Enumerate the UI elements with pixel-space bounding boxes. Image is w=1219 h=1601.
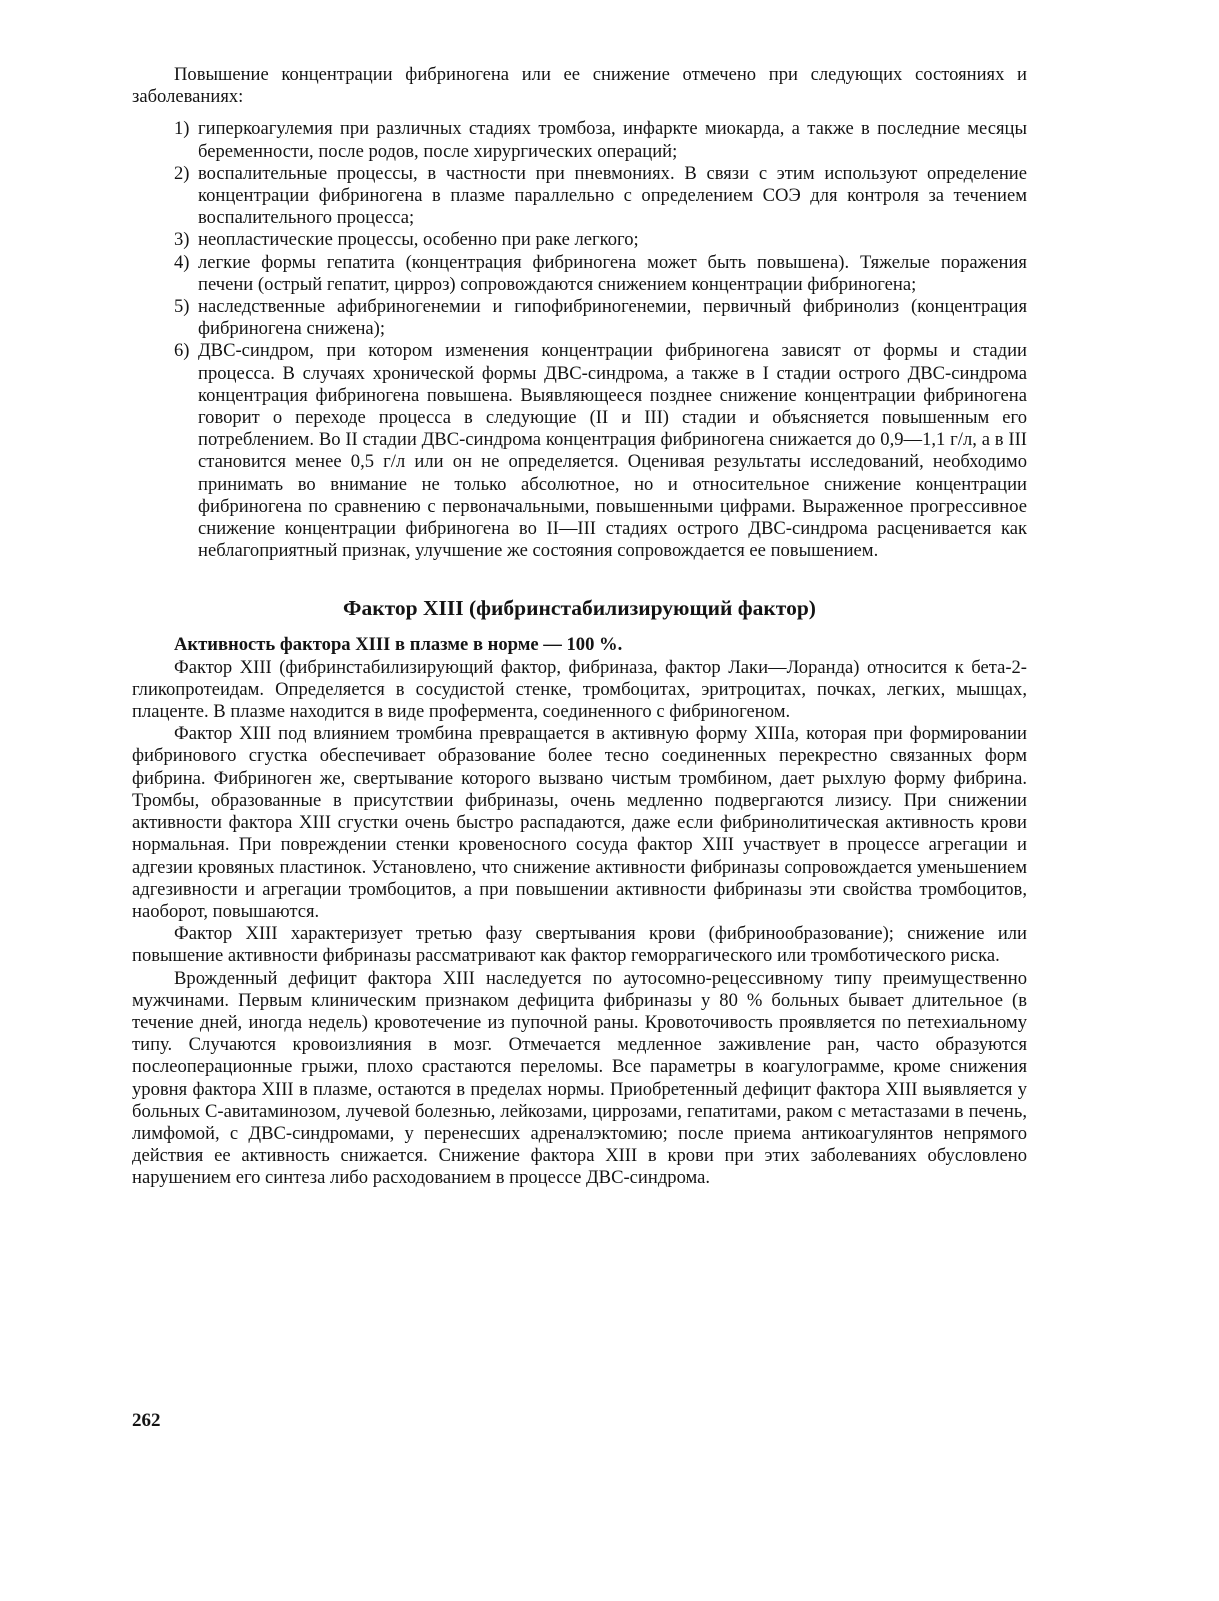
list-item-text: наследственные афибриногенемии и гипофибриногенемии, первичный фибринолиз (концентрация фибриногена снижена); [198,296,1027,340]
list-item-number: 3) [174,229,190,251]
page-number: 262 [132,1410,161,1431]
list-item-text: легкие формы гепатита (концентрация фибриногена может быть повышена). Тяжелые поражения печени (острый гепатит, цирроз) сопровождаются снижением концентрации фибриногена; [198,251,1027,295]
list-item [174,163,1027,230]
list-item-text: неопластические процессы, особенно при раке легкого; [198,229,639,251]
list-item [174,252,1027,296]
body-paragraph: Врожденный дефицит фактора XIII наследуется по аутосомно-рецессивному типу преимущественно мужчинами. Первым клиническим признаком дефицита фибриназы у 80 % больных бывает длительное (в течение дней, иногда недель) кровотечение из пупочной раны. Кровоточивость проявляется по петехиальному типу. Случаются кровоизлияния в мозг. Отмечается медленное заживление ран, часто образуются послеоперационные грыжи, плохо срастаются переломы. Все параметры в коагулограмме, кроме снижения уровня фактора XIII в плазме, остаются в пределах нормы. Приобретенный дефицит фактора XIII выявляется у больных С-авитаминозом, лучевой болезнью, лейкозами, циррозами, гепатитами, раком с метастазами в печень, лимфомой, с ДВС-синдромами, у перенесших адреналэктомию; после приема антикоагулянтов непрямого действия ее активность снижается. Снижение фактора XIII в крови при этих заболеваниях обусловлено нарушением его синтеза либо расходованием в процессе ДВС-синдрома. [132,967,1027,1189]
list-item [174,340,1027,562]
body-paragraph: Фактор XIII под влиянием тромбина превращается в активную форму XIIIa, которая при формировании фибринового сгустка обеспечивает образование более тесно соединенных перекрестно связанных форм фибрина. Фибриноген же, свертывание которого вызвано чистым тромбином, дает рыхлую форму фибрина. Тромбы, образованные в присутствии фибриназы, очень медленно подвергаются лизису. При снижении активности фактора XIII сгустки очень быстро распадаются, даже если фибринолитическая активность крови нормальная. При повреждении стенки кровеносного сосуда фактор XIII участвует в процессе агрегации и адгезии кровяных пластинок. Установлено, что снижение активности фибриназы сопровождается уменьшением адгезивности и агрегации тромбоцитов, а при повышении активности фибриназы эти свойства тромбоцитов, наоборот, повышаются. [132,723,1027,922]
list-item-number: 2) [174,162,190,184]
list-item-text: ДВС-синдром, при котором изменения концентрации фибриногена зависят от формы и стадии процесса. В случаях хронической формы ДВС-синдрома, а также в I стадии острого ДВС-синдрома концентрация фибриногена повышена. Выявляющееся позднее снижение концентрации фибриногена говорит о переходе процесса в следующие (II и III) стадии и объясняется повышенным его потреблением. Во II стадии ДВС-синдрома концентрация фибриногена снижается до 0,9—1,1 г/л, а в III становится менее 0,5 г/л или он не определяется. Оценивая результаты исследований, необходимо принимать во внимание не только абсолютное, но и относительное снижение концентрации фибриногена по сравнению с первоначальными, повышенными цифрами. Выраженное прогрессивное снижение концентрации фибриногена во II—III стадиях острого ДВС-синдрома расценивается как неблагоприятный признак, улучшение же состояния сопровождается ее повышением. [198,340,1027,562]
norm-line: Активность фактора XIII в плазме в норме — 100 %. [174,634,623,656]
list-item-text: гиперкоагулемия при различных стадиях тромбоза, инфаркте миокарда, а также в последние месяцы беременности, после родов, после хирургических операций; [198,118,1027,162]
list-item-number: 1) [174,118,190,140]
list-item [174,229,1027,251]
list-item-text: воспалительные процессы, в частности при пневмониях. В связи с этим используют определение концентрации фибриногена в плазме параллельно с определением СОЭ для контроля за течением воспалительного процесса; [198,162,1027,229]
body-paragraph: Фактор XIII характеризует третью фазу свертывания крови (фибринообразование); снижение или повышение активности фибриназы рассматривают как фактор геморрагического или тромботического риска. [132,923,1027,967]
list-item [174,118,1027,162]
list-item-number: 5) [174,296,190,318]
section-heading: Фактор XIII (фибринстабилизирующий фактор) [343,596,816,621]
list-item [174,296,1027,340]
conditions-list [132,118,1027,562]
body-paragraph: Фактор XIII (фибринстабилизирующий фактор, фибриназа, фактор Лаки—Лоранда) относится к бета-2-гликопротеидам. Определяется в сосудистой стенке, тромбоцитах, эритроцитах, почках, легких, мышцах, плаценте. В плазме находится в виде профермента, соединенного с фибриногеном. [132,656,1027,723]
page-body [132,64,1027,1190]
intro-paragraph: Повышение концентрации фибриногена или ее снижение отмечено при следующих состояниях и заболеваниях: [132,64,1027,108]
list-item-number: 4) [174,251,190,273]
list-item-number: 6) [174,340,190,362]
